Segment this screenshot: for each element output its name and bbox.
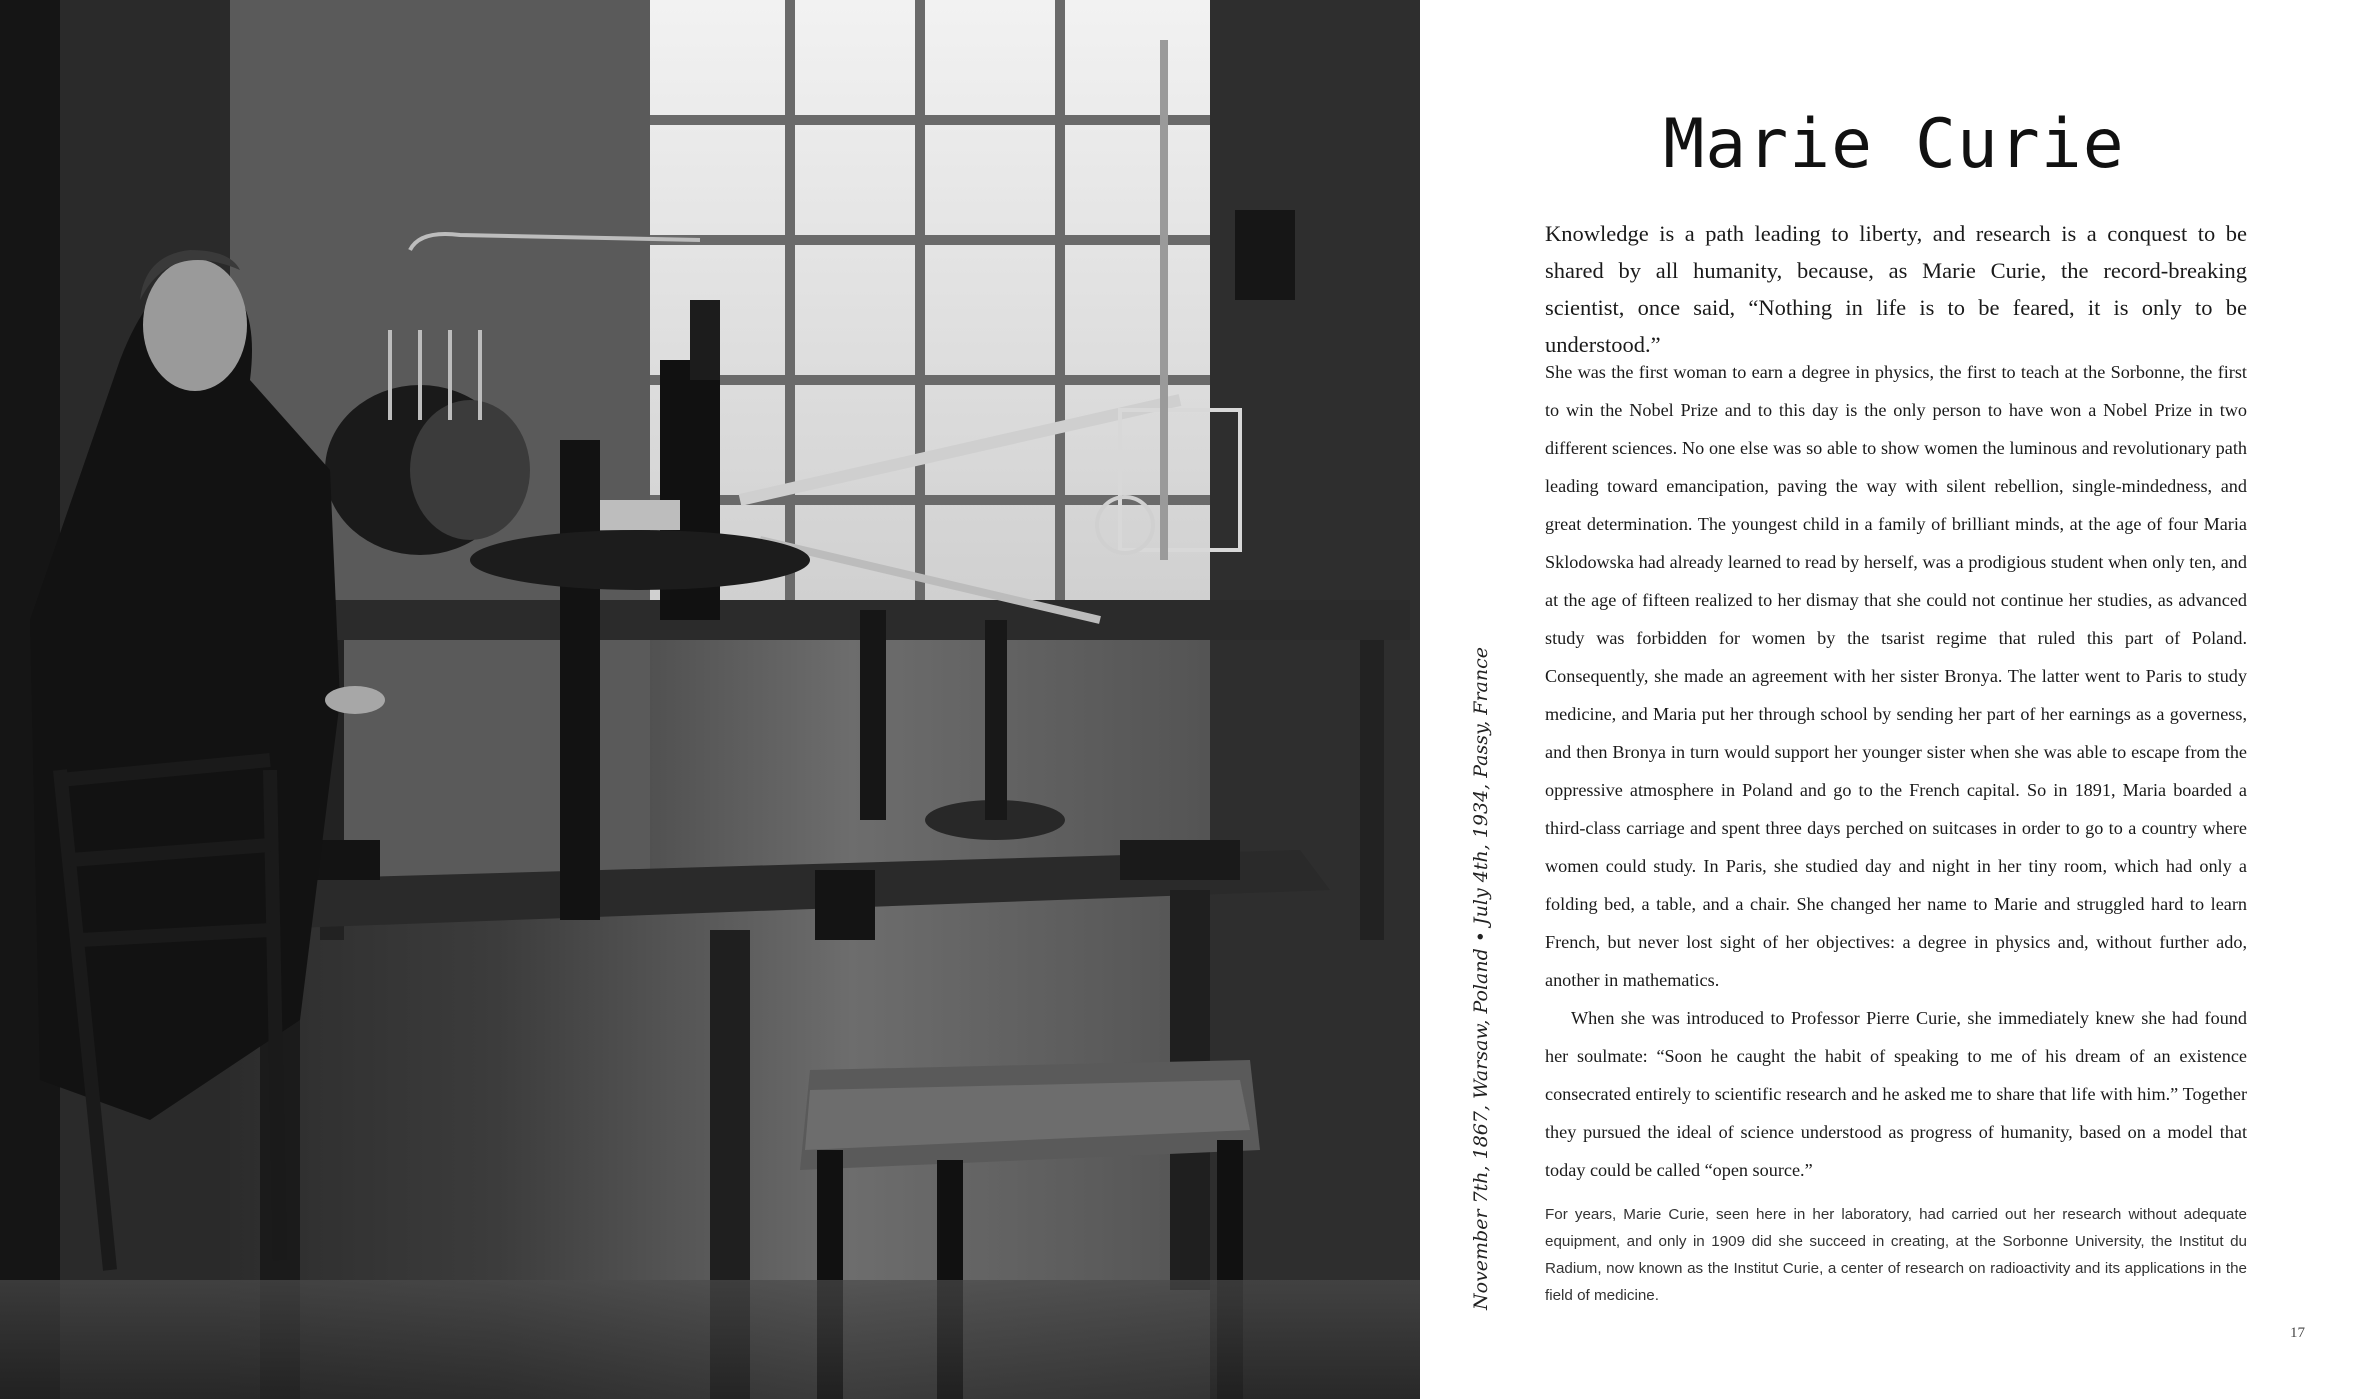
body-paragraph-1: She was the first woman to earn a degree in physics, the first to teach at the Sorbonne, the first to win the Nobel Prize and to this day is the only person to have won a Nobel Prize in two different sciences. No one else was so able to show women the luminous and revolutionary path leading toward emancipation, paving the way with silent rebellion, single-mindedness, and great determination. The youngest child in a family of brilliant minds, at the age of four Maria Sklodowska had already learned to read by herself, was a prodigious student when only ten, and at the age of fifteen realized to her dismay that she could not continue her studies, as advanced study was forbidden for women by the tsarist regime that ruled this part of Poland. Consequently, she made an agreement with her sister Bronya. The latter went to Paris to study medicine, and Maria put her through school by sending her part of her earnings as a governess, and then Bronya in turn would support her younger sister when she was able to escape from the oppressive atmosphere in Poland and go to the French capital. So in 1891, Maria boarded a third-class carriage and spent three days perched on suitcases in order to go to a country where women could study. In Paris, she studied day and night in her tiny room, which had only a folding bed, a table, and a chair. She changed her name to Marie and struggled hard to learn French, but never lost sight of her objectives: a degree in physics and, without further ado, another in mathematics. — [1545, 362, 2247, 990]
body-text — [1545, 353, 2247, 1189]
page-title: Marie Curie — [1663, 105, 2125, 184]
page-number: 17 — [2290, 1325, 2305, 1341]
lead-paragraph: Knowledge is a path leading to liberty, and research is a conquest to be shared by all humanity, because, as Marie Curie, the record-breaking scientist, once said, “Nothing in life is to be feared, it is only to be understood.” — [1545, 221, 2247, 357]
body-paragraph-2: When she was introduced to Professor Pierre Curie, she immediately knew she had found her soulmate: “Soon he caught the habit of speaking to me of his dream of an existence consecrated entirely to scientific research and he asked me to share that life with him.” Together they pursued the ideal of science understood as progress of humanity, based on a model that today could be called “open source.” — [1545, 1008, 2247, 1180]
photo-caption: For years, Marie Curie, seen here in her laboratory, had carried out her research without adequate equipment, and only in 1909 did she succeed in creating, at the Sorbonne University, the Institut du Radium, now known as the Institut Curie, a center of research on radioactivity and its applications in the field of medicine. — [1545, 1206, 2247, 1304]
birth-death-dates: November 7th, 1867, Warsaw, Poland • July 4th, 1934, Passy, France — [1470, 647, 1492, 1310]
